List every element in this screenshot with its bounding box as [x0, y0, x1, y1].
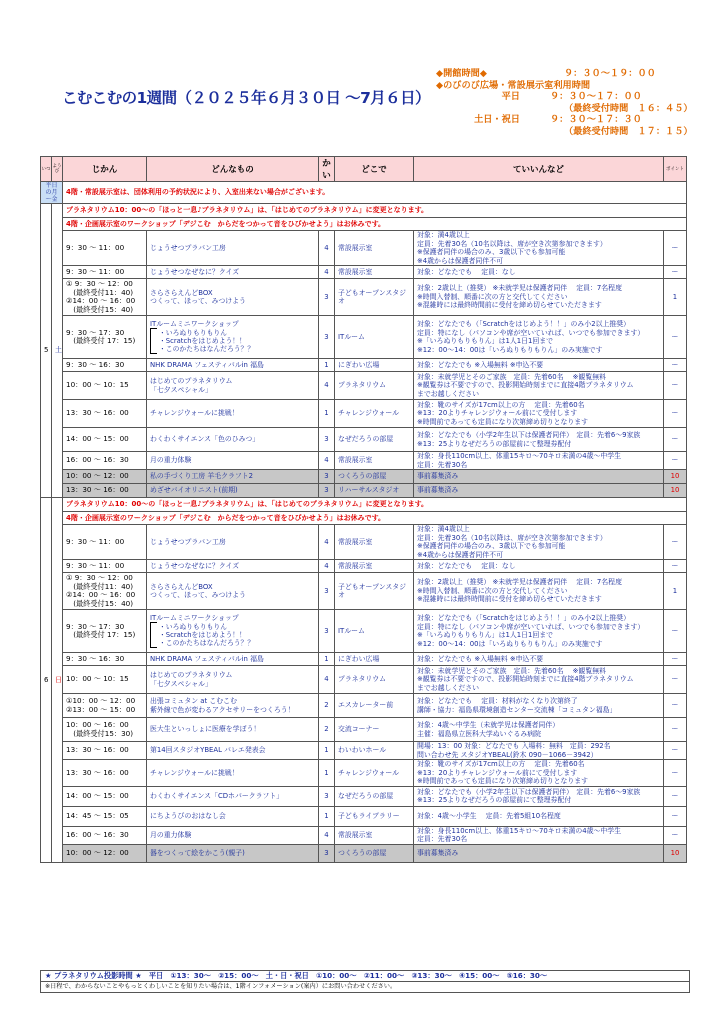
weekday-label: 平日	[501, 91, 520, 103]
event-points: ー	[664, 666, 687, 694]
table-row	[41, 452, 687, 470]
event-time: 14：00 ～ 15：00	[63, 428, 147, 452]
table-row	[41, 279, 687, 316]
event-place: 子どもライブラリー	[335, 806, 414, 826]
event-name: じょうせつなぜなに？クイズ	[147, 560, 319, 573]
event-time: 10：00 ～ 16：00 (最終受付15：30)	[63, 718, 147, 742]
sun-notice-1: プラネタリウム10：00～の「ほっと一息♪プラネタリウム」は、「はじめてのプラネタリウム」に変更となります。	[63, 498, 687, 512]
table-row	[41, 560, 687, 573]
event-floor: 2	[319, 694, 335, 718]
event-note: 対象：身長110cm以上、体重15キロ～70キロ未満の4歳～中学生 定員：先着30名	[414, 452, 664, 470]
weekend-label: 土日・祝日	[474, 114, 520, 126]
event-time: 9：30 ～ 11：00	[63, 231, 147, 266]
sun-dow: 日	[55, 675, 62, 684]
event-time: 14：00 ～ 15：00	[63, 786, 147, 806]
event-name: じょうせつプラバン工房	[147, 231, 319, 266]
table-row	[41, 231, 687, 266]
sun-dow-cell	[52, 498, 63, 863]
plaza-label: ◆のびのび広場・常設展示室利用時間	[436, 79, 591, 91]
open-label: ◆開館時間◆	[436, 68, 487, 79]
header-donnamono: どんなもの	[147, 157, 319, 182]
event-name: にちようびのおはなし会	[147, 806, 319, 826]
weekday-last: （最終受付時間 １６：４５）	[564, 102, 693, 114]
table-row	[41, 760, 687, 787]
event-floor: 1	[319, 359, 335, 372]
event-time: ① 9：30 ～ 12：00 (最終受付11：40) ②14：00 ～ 16：00 (最終受付15：40)	[63, 279, 147, 316]
event-place: 子どもオープンスタジオ	[335, 573, 414, 610]
event-name	[147, 316, 319, 359]
event-points: ー	[664, 718, 687, 742]
event-place: ITルーム	[335, 316, 414, 359]
event-place: エスカレーター前	[335, 694, 414, 718]
event-name: わくわくサイエンス「色のひみつ」	[147, 428, 319, 452]
event-note: 対象：どなたでも（「Scratchをはじめよう！！」のみ小2以上推奨） 定員：特になし（パソコンや席が空いていれば、いつでも参加できます） ※「いろぬりもりもりん」は1人1日1回まで ※12：00～14：00は「いろぬりもりもりん」のみ実施です	[414, 610, 664, 653]
event-place: つくろうの部屋	[335, 470, 414, 484]
event-place: つくろうの部屋	[335, 844, 414, 862]
event-time: 16：00 ～ 16：30	[63, 826, 147, 844]
event-floor: 3	[319, 279, 335, 316]
event-sub-item: ・いろぬりもりもりん	[159, 622, 227, 631]
event-note: 対象：どなたでも（小学2年生以下は保護者同伴） 定員：先着6～9家族 ※13：25よりなぜだろうの部屋前にて整理券配付	[414, 786, 664, 806]
event-place: 交流コーナー	[335, 718, 414, 742]
event-place: 常設展示室	[335, 266, 414, 279]
event-name: 出張コミュタン at こむこむ 紫外線で色が変わるアクセサリーをつくろう！	[147, 694, 319, 718]
event-place: プラネタリウム	[335, 666, 414, 694]
event-floor: 4	[319, 266, 335, 279]
event-points: ー	[664, 525, 687, 560]
event-floor: 1	[319, 760, 335, 787]
event-points: ー	[664, 806, 687, 826]
table-row	[41, 826, 687, 844]
table-row	[41, 525, 687, 560]
weekday-notice: 4階・常設展示室は、団体利用の予約状況により、入室出来ない場合がございます。	[63, 182, 687, 204]
event-note: 対象：どなたでも ※入場無料 ※申込不要	[414, 653, 664, 666]
event-name: チャレンジウォールに挑戦！	[147, 400, 319, 428]
event-name: NHK DRAMA フェスティバルin 福島	[147, 653, 319, 666]
event-place: 常設展示室	[335, 452, 414, 470]
table-row	[41, 694, 687, 718]
event-time: 9：30 ～ 17：30 (最終受付 17：15)	[63, 316, 147, 359]
table-row	[41, 316, 687, 359]
event-time: 13：30 ～ 16：00	[63, 760, 147, 787]
event-time: ①10：00 ～ 12：00 ②13：00 ～ 15：00	[63, 694, 147, 718]
page-title: こむこむの1週間（２０２５年６月３０日 ～7月６日）	[62, 89, 430, 107]
event-points: ー	[664, 428, 687, 452]
event-note: 対象：身長110cm以上、体重15キロ～70キロ未満の4歳～中学生 定員：先着30名	[414, 826, 664, 844]
event-place: プラネタリウム	[335, 372, 414, 400]
event-time: 14：45 ～ 15：05	[63, 806, 147, 826]
event-points: ー	[664, 560, 687, 573]
event-floor: 1	[319, 400, 335, 428]
info-note: ※日程で、わからないことやもっとくわしいことを知りたい場合は、1階インフォメーション(案内）にお問い合わせください。	[40, 982, 690, 993]
event-floor: 3	[319, 610, 335, 653]
event-floor: 4	[319, 826, 335, 844]
event-floor: 2	[319, 718, 335, 742]
sun-date-cell	[41, 498, 52, 863]
event-time: 10：00 ～ 10：15	[63, 666, 147, 694]
header-dokode: どこで	[335, 157, 414, 182]
event-name: 医大生といっしょに医療を学ぼう！	[147, 718, 319, 742]
event-place: リハーサルスタジオ	[335, 484, 414, 498]
event-place: 常設展示室	[335, 826, 414, 844]
table-row	[41, 470, 687, 484]
event-points: ー	[664, 372, 687, 400]
sat-notice-2: 4階・企画展示室のワークショップ「デジこむ からだをつかって音をひびかせよう」はお休みです。	[63, 218, 687, 231]
event-time: 13：30 ～ 16：00	[63, 400, 147, 428]
event-place: 子どもオープンスタジオ	[335, 279, 414, 316]
event-floor: 3	[319, 470, 335, 484]
sat-dow: 土	[55, 346, 62, 355]
event-title: ITルームミニワークショップ	[150, 613, 239, 622]
event-points: ー	[664, 694, 687, 718]
event-points: ー	[664, 760, 687, 787]
event-note: 事前募集済み	[414, 470, 664, 484]
event-note: 対象：4歳～小学生 定員：先着5組10名程度	[414, 806, 664, 826]
table-row	[41, 786, 687, 806]
event-title: ITルームミニワークショップ	[150, 319, 239, 328]
table-row	[41, 844, 687, 862]
event-place: チャレンジウォール	[335, 400, 414, 428]
event-name: 月の重力体験	[147, 452, 319, 470]
event-name: 器をつくって絵をかこう(親子)	[147, 844, 319, 862]
table-row	[41, 484, 687, 498]
table-row	[41, 372, 687, 400]
event-points: ー	[664, 826, 687, 844]
sun-notice-row	[41, 512, 687, 525]
table-row	[41, 573, 687, 610]
header-jikan: じかん	[63, 157, 147, 182]
event-time: 9：30 ～ 11：00	[63, 266, 147, 279]
header-youbi: ようび	[52, 157, 63, 182]
event-points: 10	[664, 484, 687, 498]
event-note: 対象：4歳～中学生（未就学児は保護者同伴） 主催：福島県立医科大学ぬいぐるみ病院	[414, 718, 664, 742]
event-points: 1	[664, 279, 687, 316]
sat-notice-1: プラネタリウム10：00～の「ほっと一息♪プラネタリウム」は、「はじめてのプラネタリウム」に変更となります。	[63, 204, 687, 218]
sun-notice-row	[41, 498, 687, 512]
event-name: わくわくサイエンス「CDホバークラフト」	[147, 786, 319, 806]
event-place: 常設展示室	[335, 525, 414, 560]
table-row	[41, 666, 687, 694]
event-sub-item: ・このかたちはなんだろう？？	[159, 639, 255, 648]
event-time: 9：30 ～ 11：00	[63, 525, 147, 560]
event-place: なぜだろうの部屋	[335, 786, 414, 806]
event-points: ー	[664, 452, 687, 470]
sat-date-cell	[41, 204, 52, 498]
event-floor: 1	[319, 806, 335, 826]
event-time: 10：00 ～ 12：00	[63, 844, 147, 862]
event-note: 対象：満4歳以上 定員：先着30名（10名以降は、席が空き次第参加できます） ※保護者同伴の場合のみ、3歳以下でも参加可能 ※4歳からは保護者同伴不可	[414, 525, 664, 560]
event-note: 対象：どなたでも 定員：なし	[414, 266, 664, 279]
table-row	[41, 806, 687, 826]
event-place: なぜだろうの部屋	[335, 428, 414, 452]
event-sub-item: ・Scratchをはじめよう！！	[159, 631, 246, 640]
event-name: チャレンジウォールに挑戦！	[147, 760, 319, 787]
event-name: じょうせつプラバン工房	[147, 525, 319, 560]
event-name: 私の手づくり工房 羊毛クラフト2	[147, 470, 319, 484]
event-floor: 4	[319, 372, 335, 400]
event-floor: 4	[319, 666, 335, 694]
event-note: 事前募集済み	[414, 484, 664, 498]
event-points: 1	[664, 573, 687, 610]
event-points: ー	[664, 400, 687, 428]
weekend-last: （最終受付時間 １７：１５）	[564, 125, 693, 137]
event-name: めざせバイオリニスト(前期)	[147, 484, 319, 498]
event-note: 対象：2歳以上（推奨） ※未就学児は保護者同伴 定員：7名程度 ※時間入替制、順番に次の方と交代してください ※混雑時には最終時間前に受付を締め切らせていただきます	[414, 279, 664, 316]
weekday-time: ９：３０～１７：００	[550, 91, 642, 103]
event-place: わいわいホール	[335, 742, 414, 760]
event-time: 13：30 ～ 16：00	[63, 484, 147, 498]
bracket-decoration	[150, 328, 157, 354]
header-itsu: いつ	[41, 157, 52, 182]
event-sub-item: ・このかたちはなんだろう？？	[159, 345, 255, 354]
header-teiin: ていいんなど	[414, 157, 664, 182]
event-sub-item: ・Scratchをはじめよう！！	[159, 337, 246, 346]
table-row	[41, 428, 687, 452]
sun-notice-2: 4階・企画展示室のワークショップ「デジこむ からだをつかって音をひびかせよう」はお休みです。	[63, 512, 687, 525]
event-note: 対象：どなたでも（「Scratchをはじめよう！！」のみ小2以上推奨） 定員：特になし（パソコンや席が空いていれば、いつでも参加できます） ※「いろぬりもりもりん」は1人1日1回まで ※12：00～14：00は「いろぬりもりもりん」のみ実施です	[414, 316, 664, 359]
event-note: 対象：未就学児とそのご家族 定員：先着60名 ※観覧無料 ※観覧券は不要ですので、投影開始時刻までに直接4階プラネタリウム までお越しください	[414, 666, 664, 694]
event-points: ー	[664, 266, 687, 279]
event-note: 対象：どなたでも（小学2年生以下は保護者同伴） 定員：先着6～9家族 ※13：25よりなぜだろうの部屋前にて整理券配付	[414, 428, 664, 452]
table-row	[41, 653, 687, 666]
sat-notice-row	[41, 204, 687, 218]
event-floor: 4	[319, 231, 335, 266]
event-floor: 4	[319, 452, 335, 470]
event-sub-item: ・いろぬりもりもりん	[159, 328, 227, 337]
event-time: ① 9：30 ～ 12：00 (最終受付11：40) ②14：00 ～ 16：00 (最終受付15：40)	[63, 573, 147, 610]
event-floor: 1	[319, 742, 335, 760]
event-note: 対象：どなたでも 定員：材料がなくなり次第終了 講師・協力：福島県環境創造センター交流棟「コミュタン福島」	[414, 694, 664, 718]
event-note: 事前募集済み	[414, 844, 664, 862]
event-time: 10：00 ～ 10：15	[63, 372, 147, 400]
table-row	[41, 718, 687, 742]
event-name: 第14回スタジオYBEAL バレエ発表会	[147, 742, 319, 760]
event-name: じょうせつなぜなに？クイズ	[147, 266, 319, 279]
event-time: 9：30 ～ 11：00	[63, 560, 147, 573]
event-place: 常設展示室	[335, 231, 414, 266]
header-point: ポイント	[664, 157, 687, 182]
event-note: 対象：靴のサイズが17cm以上の方 定員：先着60名 ※13：20よりチャレンジウォール前にて受付します ※時間前であっても定員になり次第締め切りとなります	[414, 400, 664, 428]
event-name: 月の重力体験	[147, 826, 319, 844]
event-place: ITルーム	[335, 610, 414, 653]
event-note: 対象：2歳以上（推奨） ※未就学児は保護者同伴 定員：7名程度 ※時間入替制、順番に次の方と交代してください ※混雑時には最終時間前に受付を締め切らせていただきます	[414, 573, 664, 610]
event-points: ー	[664, 610, 687, 653]
event-floor: 3	[319, 573, 335, 610]
planetarium-times: ★ プラネタリウム投影時間 ★ 平日 ①13：30～ ②15：00～ 土・日・祝日 ①10：00～ ②11：00～ ③13：30～ ④15：00～ ⑤16：30～	[40, 970, 690, 982]
event-floor: 1	[319, 653, 335, 666]
event-note: 対象：靴のサイズが17cm以上の方 定員：先着60名 ※13：20よりチャレンジウォール前にて受付します ※時間前であっても定員になり次第締め切りとなります	[414, 760, 664, 787]
table-row	[41, 610, 687, 653]
sun-date: 6	[44, 675, 49, 684]
event-points: ー	[664, 742, 687, 760]
event-note: 開場：13：00 対象：どなたでも 入場料：無料 定員：292名 問い合わせ先 スタジオYBEAL(鈴木 090－1066－3942）	[414, 742, 664, 760]
event-points: 10	[664, 844, 687, 862]
event-points: ー	[664, 786, 687, 806]
event-name: さらさらえんどBOX つくって、ほって、みつけよう	[147, 279, 319, 316]
opening-hours	[436, 68, 693, 138]
event-name: はじめてのプラネタリウム 「七夕スペシャル」	[147, 372, 319, 400]
event-time: 16：00 ～ 16：30	[63, 452, 147, 470]
weekday-label-cell: 平日の月～金	[41, 182, 63, 204]
open-time: ９：３０～１９：００	[564, 68, 656, 79]
event-time: 9：30 ～ 16：30	[63, 653, 147, 666]
event-time: 10：00 ～ 12：00	[63, 470, 147, 484]
sat-date: 5	[44, 346, 49, 355]
table-row	[41, 266, 687, 279]
header-kai: かい	[319, 157, 335, 182]
event-name: はじめてのプラネタリウム 「七夕スペシャル」	[147, 666, 319, 694]
event-note: 対象：満4歳以上 定員：先着30名（10名以降は、席が空き次第参加できます） ※保護者同伴の場合のみ、3歳以下でも参加可能 ※4歳からは保護者同伴不可	[414, 231, 664, 266]
event-time: 9：30 ～ 16：30	[63, 359, 147, 372]
event-note: 対象：どなたでも ※入場無料 ※申込不要	[414, 359, 664, 372]
event-floor: 3	[319, 786, 335, 806]
event-note: 対象：どなたでも 定員：なし	[414, 560, 664, 573]
sat-dow-cell	[52, 204, 63, 498]
event-points: ー	[664, 316, 687, 359]
event-floor: 3	[319, 844, 335, 862]
event-name	[147, 610, 319, 653]
event-place: 常設展示室	[335, 560, 414, 573]
weekend-time: ９：３０～１７：３０	[550, 114, 642, 126]
event-place: にぎわい広場	[335, 359, 414, 372]
event-name: さらさらえんどBOX つくって、ほって、みつけよう	[147, 573, 319, 610]
bracket-decoration	[150, 622, 157, 648]
event-floor: 3	[319, 316, 335, 359]
event-name: NHK DRAMA フェスティバルin 福島	[147, 359, 319, 372]
schedule-table	[40, 156, 687, 863]
event-place: にぎわい広場	[335, 653, 414, 666]
event-points: 10	[664, 470, 687, 484]
event-points: ー	[664, 653, 687, 666]
event-points: ー	[664, 359, 687, 372]
event-floor: 3	[319, 428, 335, 452]
event-note: 対象：未就学児とそのご家族 定員：先着60名 ※観覧無料 ※観覧券は不要ですので、投影開始時刻までに直接4階プラネタリウム までお越しください	[414, 372, 664, 400]
table-row	[41, 359, 687, 372]
event-place: チャレンジウォール	[335, 760, 414, 787]
sat-notice-row	[41, 218, 687, 231]
event-time: 9：30 ～ 17：30 (最終受付 17：15)	[63, 610, 147, 653]
event-floor: 4	[319, 560, 335, 573]
table-row	[41, 400, 687, 428]
event-floor: 4	[319, 525, 335, 560]
table-row	[41, 742, 687, 760]
event-time: 13：30 ～ 16：00	[63, 742, 147, 760]
event-points: ー	[664, 231, 687, 266]
event-floor: 3	[319, 484, 335, 498]
